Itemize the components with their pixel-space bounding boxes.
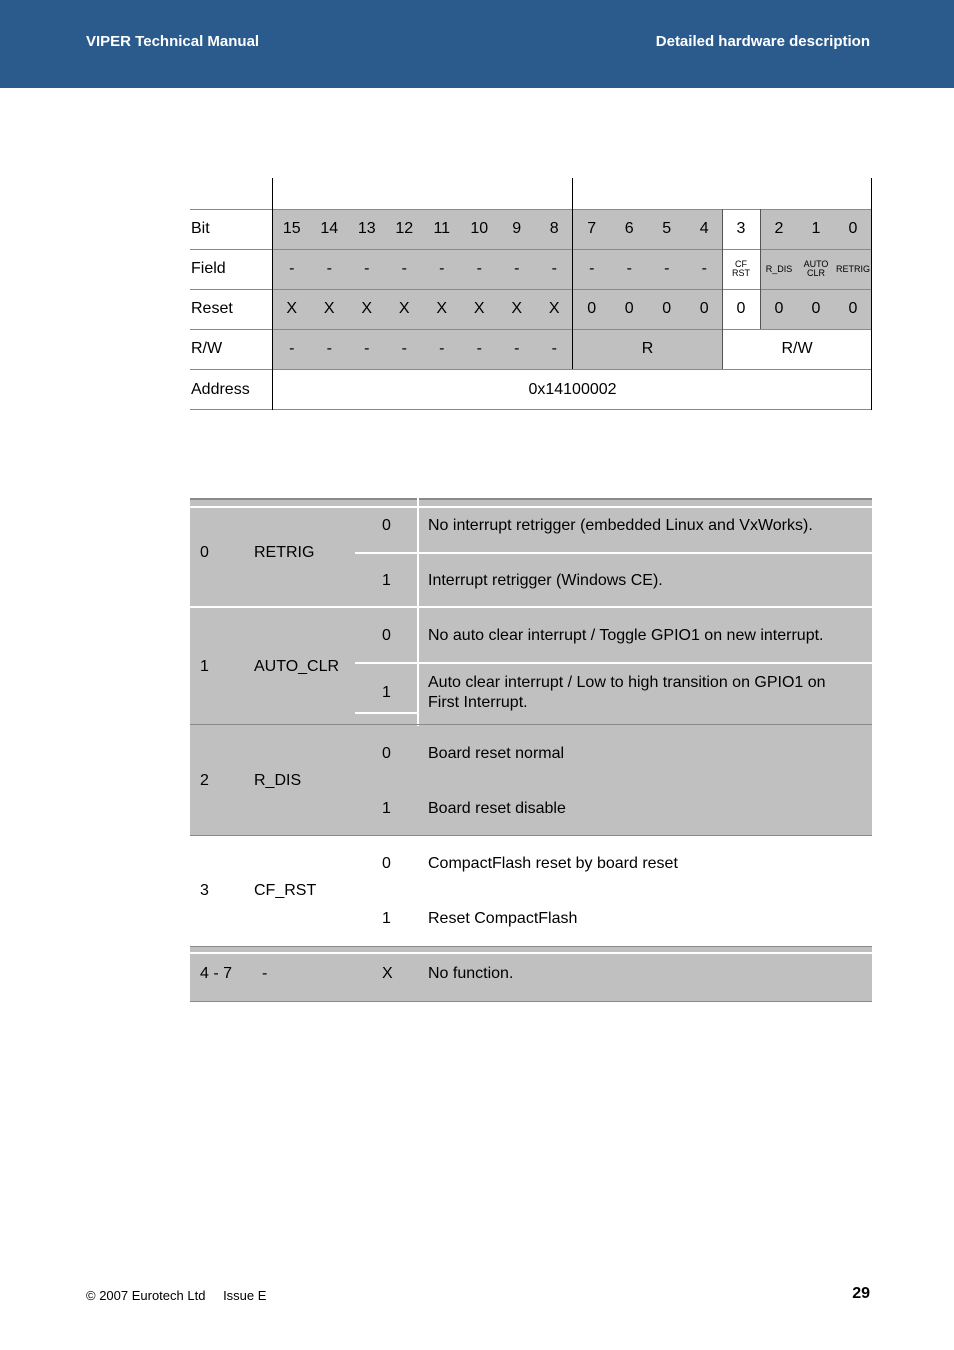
reset-value: X bbox=[398, 300, 410, 317]
desc-row-cf-rst bbox=[190, 836, 872, 946]
field-reserved: - bbox=[401, 260, 407, 277]
row-label-bit: Bit bbox=[191, 220, 210, 237]
reset-value: X bbox=[286, 300, 298, 317]
desc-text: Board reset disable bbox=[428, 799, 566, 817]
field-reserved: - bbox=[626, 260, 632, 277]
desc-name: - bbox=[262, 965, 268, 982]
reset-value: 0 bbox=[811, 300, 821, 317]
rw-read-only: R bbox=[573, 329, 722, 369]
page-header bbox=[0, 0, 954, 88]
bit-number: 13 bbox=[357, 220, 376, 237]
bit-number: 8 bbox=[549, 220, 559, 237]
reset-value: X bbox=[548, 300, 560, 317]
desc-text: No interrupt retrigger (embedded Linux and VxWorks). bbox=[428, 516, 813, 534]
reset-value: X bbox=[361, 300, 373, 317]
desc-text-line1: Auto clear interrupt / Low to high transition on GPIO1 on bbox=[428, 674, 826, 691]
reset-value: 0 bbox=[587, 300, 597, 317]
reset-value: X bbox=[473, 300, 485, 317]
desc-value: X bbox=[382, 965, 393, 982]
bit-number: 15 bbox=[282, 220, 301, 237]
rw-reserved: - bbox=[551, 340, 557, 357]
desc-value: 0 bbox=[382, 516, 391, 534]
bit-number: 7 bbox=[587, 220, 597, 237]
reset-value: 0 bbox=[848, 300, 858, 317]
rw-reserved: - bbox=[476, 340, 482, 357]
reset-value: X bbox=[436, 300, 448, 317]
field-reserved: - bbox=[664, 260, 670, 277]
rw-read-write: R/W bbox=[722, 329, 872, 369]
page-number: 29 bbox=[852, 1285, 870, 1302]
section-title: Detailed hardware description bbox=[655, 33, 870, 50]
field-reserved: - bbox=[476, 260, 482, 277]
desc-name: R_DIS bbox=[254, 772, 302, 789]
bit-number: 5 bbox=[662, 220, 672, 237]
issue: Issue E bbox=[223, 1288, 267, 1303]
bit-number: 6 bbox=[624, 220, 634, 237]
desc-text-line2: First Interrupt. bbox=[428, 694, 528, 711]
bit-number: 2 bbox=[774, 220, 784, 237]
desc-row-retrig bbox=[190, 498, 872, 608]
reset-value: 0 bbox=[736, 300, 746, 317]
field-retrig: RETRIG bbox=[835, 263, 870, 274]
copyright: © 2007 Eurotech Ltd bbox=[86, 1288, 206, 1303]
desc-text: Reset CompactFlash bbox=[428, 909, 578, 927]
field-cf-rst bbox=[722, 249, 760, 289]
desc-row-r-dis bbox=[190, 726, 872, 836]
desc-name: CF_RST bbox=[254, 882, 317, 899]
bit-description-table bbox=[190, 498, 872, 1003]
desc-bit: 2 bbox=[200, 772, 209, 789]
field-reserved: - bbox=[439, 260, 445, 277]
bit-number: 0 bbox=[848, 220, 858, 237]
reset-value: 0 bbox=[662, 300, 672, 317]
bit-number: 14 bbox=[320, 220, 339, 237]
rw-reserved: - bbox=[326, 340, 332, 357]
desc-name: AUTO_CLR bbox=[254, 658, 340, 675]
field-reserved: - bbox=[701, 260, 707, 277]
field-reserved: - bbox=[514, 260, 520, 277]
rw-reserved: - bbox=[289, 340, 295, 357]
desc-text: No auto clear interrupt / Toggle GPIO1 on new interrupt. bbox=[428, 626, 824, 644]
desc-value: 1 bbox=[382, 799, 391, 817]
page-footer bbox=[86, 1288, 280, 1303]
bit-number: 1 bbox=[811, 220, 821, 237]
field-reserved: - bbox=[364, 260, 370, 277]
row-label-rw: R/W bbox=[191, 340, 223, 357]
rw-reserved: - bbox=[364, 340, 370, 357]
register-address: 0x14100002 bbox=[528, 380, 617, 398]
row-label-address: Address bbox=[191, 380, 250, 398]
desc-text: No function. bbox=[428, 965, 514, 982]
rw-reserved: - bbox=[401, 340, 407, 357]
desc-text: Interrupt retrigger (Windows CE). bbox=[428, 571, 663, 589]
manual-title: VIPER Technical Manual bbox=[86, 33, 260, 50]
desc-bit: 3 bbox=[200, 882, 209, 899]
register-table bbox=[190, 178, 872, 410]
field-reserved: - bbox=[551, 260, 557, 277]
desc-value: 0 bbox=[382, 854, 391, 872]
desc-bit: 0 bbox=[200, 544, 209, 561]
bit-number: 9 bbox=[512, 220, 522, 237]
reset-value: 0 bbox=[699, 300, 709, 317]
field-cf-bottom: RST bbox=[732, 268, 750, 278]
bit-number: 11 bbox=[433, 220, 451, 237]
desc-text: Board reset normal bbox=[428, 744, 565, 762]
field-reserved: - bbox=[289, 260, 295, 277]
field-reserved: - bbox=[589, 260, 595, 277]
desc-row-no-function bbox=[190, 946, 872, 1002]
rw-reserved: - bbox=[514, 340, 520, 357]
row-label-reset: Reset bbox=[191, 300, 233, 317]
rw-reserved: - bbox=[439, 340, 445, 357]
desc-value: 0 bbox=[382, 626, 391, 644]
reset-value: 0 bbox=[774, 300, 784, 317]
bit-number: 10 bbox=[470, 220, 489, 237]
field-auto-clr bbox=[798, 249, 834, 289]
field-cf-top: CF bbox=[735, 259, 747, 269]
reset-value: X bbox=[323, 300, 335, 317]
bit-number: 12 bbox=[395, 220, 414, 237]
bit-number: 3 bbox=[736, 220, 746, 237]
field-auto-bottom: CLR bbox=[806, 268, 825, 278]
desc-text: CompactFlash reset by board reset bbox=[428, 854, 678, 872]
field-auto-top: AUTO bbox=[803, 259, 829, 269]
desc-value: 1 bbox=[382, 684, 391, 701]
bit-number: 4 bbox=[699, 220, 709, 237]
desc-value: 1 bbox=[382, 571, 391, 589]
reset-value: X bbox=[511, 300, 523, 317]
desc-bit: 1 bbox=[200, 658, 209, 675]
desc-text-multiline bbox=[428, 664, 826, 722]
reset-value: 0 bbox=[624, 300, 634, 317]
desc-bit: 4 - 7 bbox=[200, 965, 233, 982]
desc-name: RETRIG bbox=[254, 544, 315, 561]
field-r-dis: R_DIS bbox=[765, 263, 793, 274]
row-label-field: Field bbox=[191, 260, 226, 277]
field-reserved: - bbox=[326, 260, 332, 277]
desc-value: 1 bbox=[382, 909, 391, 927]
desc-row-auto-clr bbox=[190, 608, 872, 726]
desc-value: 0 bbox=[382, 744, 391, 762]
